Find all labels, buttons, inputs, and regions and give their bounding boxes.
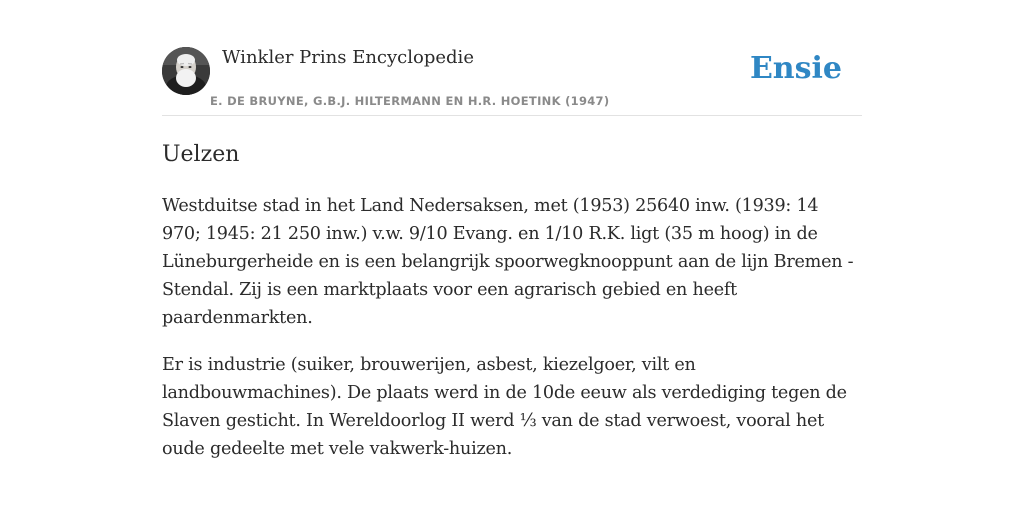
authors-credit: E. DE BRUYNE, G.B.J. HILTERMANN EN H.R. HOETINK (1947): [210, 94, 610, 108]
article-paragraph: Westduitse stad in het Land Nedersaksen, met (1953) 25640 inw. (1939: 14 970; 1945: 21 250 inw.) v.w. 9/10 Evang. en 1/10 R.K. ligt (35 m hoog) in de Lüneburgerheide en is een belangrijk spoorwegknooppunt aan de lijn Bremen - Stendal. Zij is een marktplaats voor een agrarisch gebied en heeft paardenmarkten.: [162, 196, 854, 328]
header: [162, 0, 862, 116]
page: [162, 0, 862, 512]
article-title: Uelzen: [162, 142, 240, 167]
article-body: [162, 192, 862, 482]
article-paragraph: Er is industrie (suiker, brouwerijen, asbest, kiezelgoer, vilt en landbouwmachines). De plaats werd in de 10de eeuw als verdediging tegen de Slaven gesticht. In Wereldoorlog II werd ⅓ van de stad verwoest, vooral het oude gedeelte met vele vakwerk-huizen.: [162, 355, 847, 459]
source-title[interactable]: Winkler Prins Encyclopedie: [222, 47, 474, 68]
ensie-logo[interactable]: Ensie: [749, 51, 842, 86]
author-portrait-icon[interactable]: [162, 47, 210, 95]
